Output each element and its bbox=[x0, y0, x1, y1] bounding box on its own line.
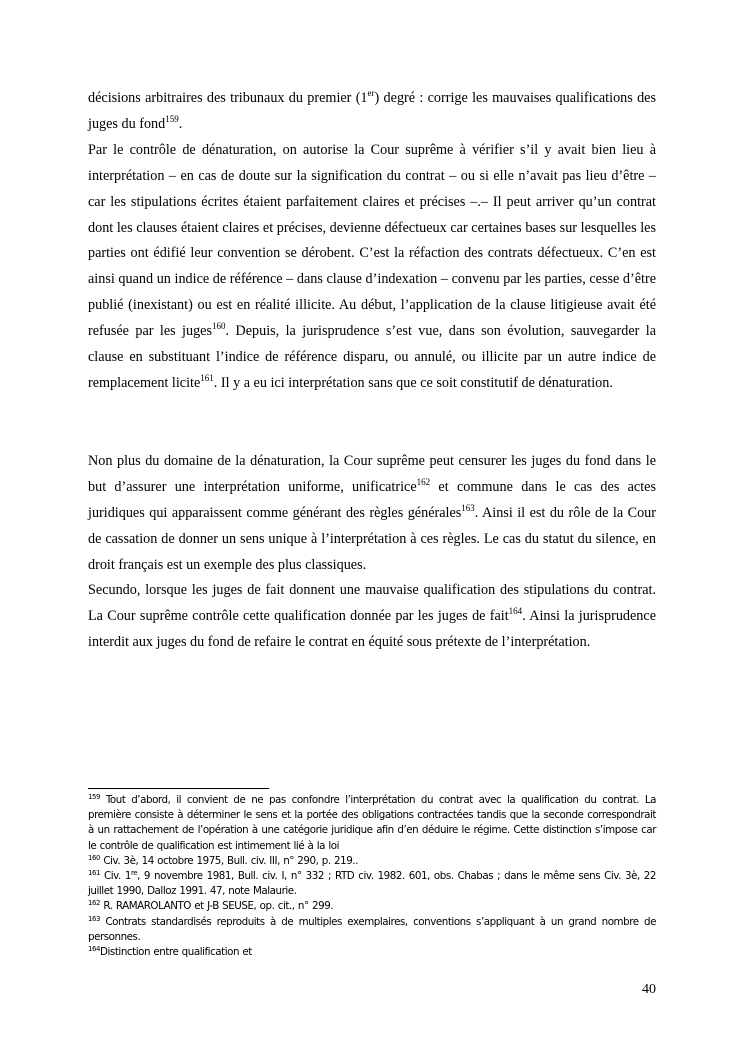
ordinal-superscript: er bbox=[367, 88, 375, 98]
footnote-ref-162[interactable]: 162 bbox=[416, 476, 431, 487]
footnote-160: $^{160}$ Civ. 3è, 14 octobre 1975, Bull. civ. III, n° 290, p. 219.. bbox=[88, 853, 358, 867]
footnote-number: 162 bbox=[88, 899, 101, 908]
footnote-ref-164[interactable]: 164 bbox=[508, 606, 523, 617]
footnote-159: $^{159}$ Tout d’abord, il convient de ne pas confondre l’interprétation du contrat avec la qualification du contrat. La première consiste à déterminer le sens et la portée des obligations contractées tandis que la seconde correspondrait à un rattachement de l’opération à une catégorie juridique afin d’en déduire le régime. Cette distinction s’impose car le contrôle de qualification est intimement lié à la loi bbox=[88, 793, 656, 852]
paragraph-2: Par le contrôle de dénaturation, on autorise la Cour suprême à vérifier s’il y avait bien lieu à interprétation – en cas de doute sur la signification du contrat – ou si elle n’avait pas lieu d’être – car les stipulations écrites étaient parfaitement claires et précises –.– Il peut arriver qu’un contrat dont les clauses étaient claires et précises, devienne défectueux car certaines bases sur lesquelles les parties ont édifié leur convention se dérobent. C’est la réfaction des contrats défectueux. C’en est ainsi quand un indice de référence – dans clause d’indexation – convenu par les parties, cesse d’être publié (inexistant) ou est en réalité illicite. Au début, l’application de la clause litigieuse avait été refusée par les juges$^{160}$. Depuis, la jurisprudence s’est vue, dans son évolution, sauvegarder la clause en substituant l’indice de référence disparu, ou annulé, ou illicite par un autre indice de remplacement licite$^{161}$. Il y a eu ici interprétation sans que ce soit constitutif de dénaturation. bbox=[88, 141, 657, 391]
footnote-number: 163 bbox=[88, 914, 101, 923]
footnotes bbox=[88, 793, 656, 960]
page-number: 40 bbox=[642, 982, 656, 997]
footnote-163: $^{163}$ Contrats standardisés reproduits à de multiples exemplaires, conventions s’appliquant à un grand nombre de personnes. bbox=[88, 914, 656, 943]
paragraph-3: Non plus du domaine de la dénaturation, la Cour suprême peut censurer les juges du fond dans le but d’assurer une interprétation uniforme, unificatrice$^{162}$ et commune dans le cas des actes juridiques qui apparaissent comme générant des règles générales$^{163}$. Ainsi il est du rôle de la Cour de cassation de donner un sens unique à l’interprétation à ces règles. Le cas du statut du silence, en droit français est un exemple des plus classiques. bbox=[88, 452, 656, 573]
footnote-number: 160 bbox=[88, 853, 101, 862]
footnote-164: $^{164}$Distinction entre qualification et bbox=[88, 945, 252, 959]
footnote-number: 164 bbox=[88, 945, 101, 954]
footnote-number: 161 bbox=[88, 869, 101, 878]
footnote-161: $^{161}$ Civ. 1re, 9 novembre 1981, Bull. civ. I, n° 332 ; RTD civ. 1982. 601, obs. Chabas ; dans le même sens Civ. 3è, 22 juillet 1990, Dalloz 1991. 47, note Malaurie. bbox=[88, 869, 656, 898]
footnote-ref-160[interactable]: 160 bbox=[212, 321, 226, 332]
body-text bbox=[88, 86, 656, 656]
ordinal-superscript: re bbox=[130, 869, 138, 878]
paragraph-1: décisions arbitraires des tribunaux du premier (1er) degré : corrige les mauvaises qualifications des juges du fond$^{159}$. bbox=[88, 88, 656, 132]
footnote-ref-159[interactable]: 159 bbox=[165, 113, 179, 124]
paragraph-4: Secundo, lorsque les juges de fait donnent une mauvaise qualification des stipulations du contrat. La Cour suprême contrôle cette qualification donnée par les juges de fait$^{164}$. Ainsi la jurisprudence interdit aux juges du fond de refaire le contrat en équité sous prétexte de l’interprétation. bbox=[88, 582, 656, 651]
footnote-ref-163[interactable]: 163 bbox=[461, 502, 475, 513]
footnote-separator bbox=[88, 788, 269, 789]
footnote-ref-161[interactable]: 161 bbox=[200, 372, 214, 383]
footnote-number: 159 bbox=[88, 793, 101, 801]
footnote-162: $^{162}$ R. RAMAROLANTO et J-B SEUSE, op. cit., n° 299. bbox=[88, 899, 334, 913]
